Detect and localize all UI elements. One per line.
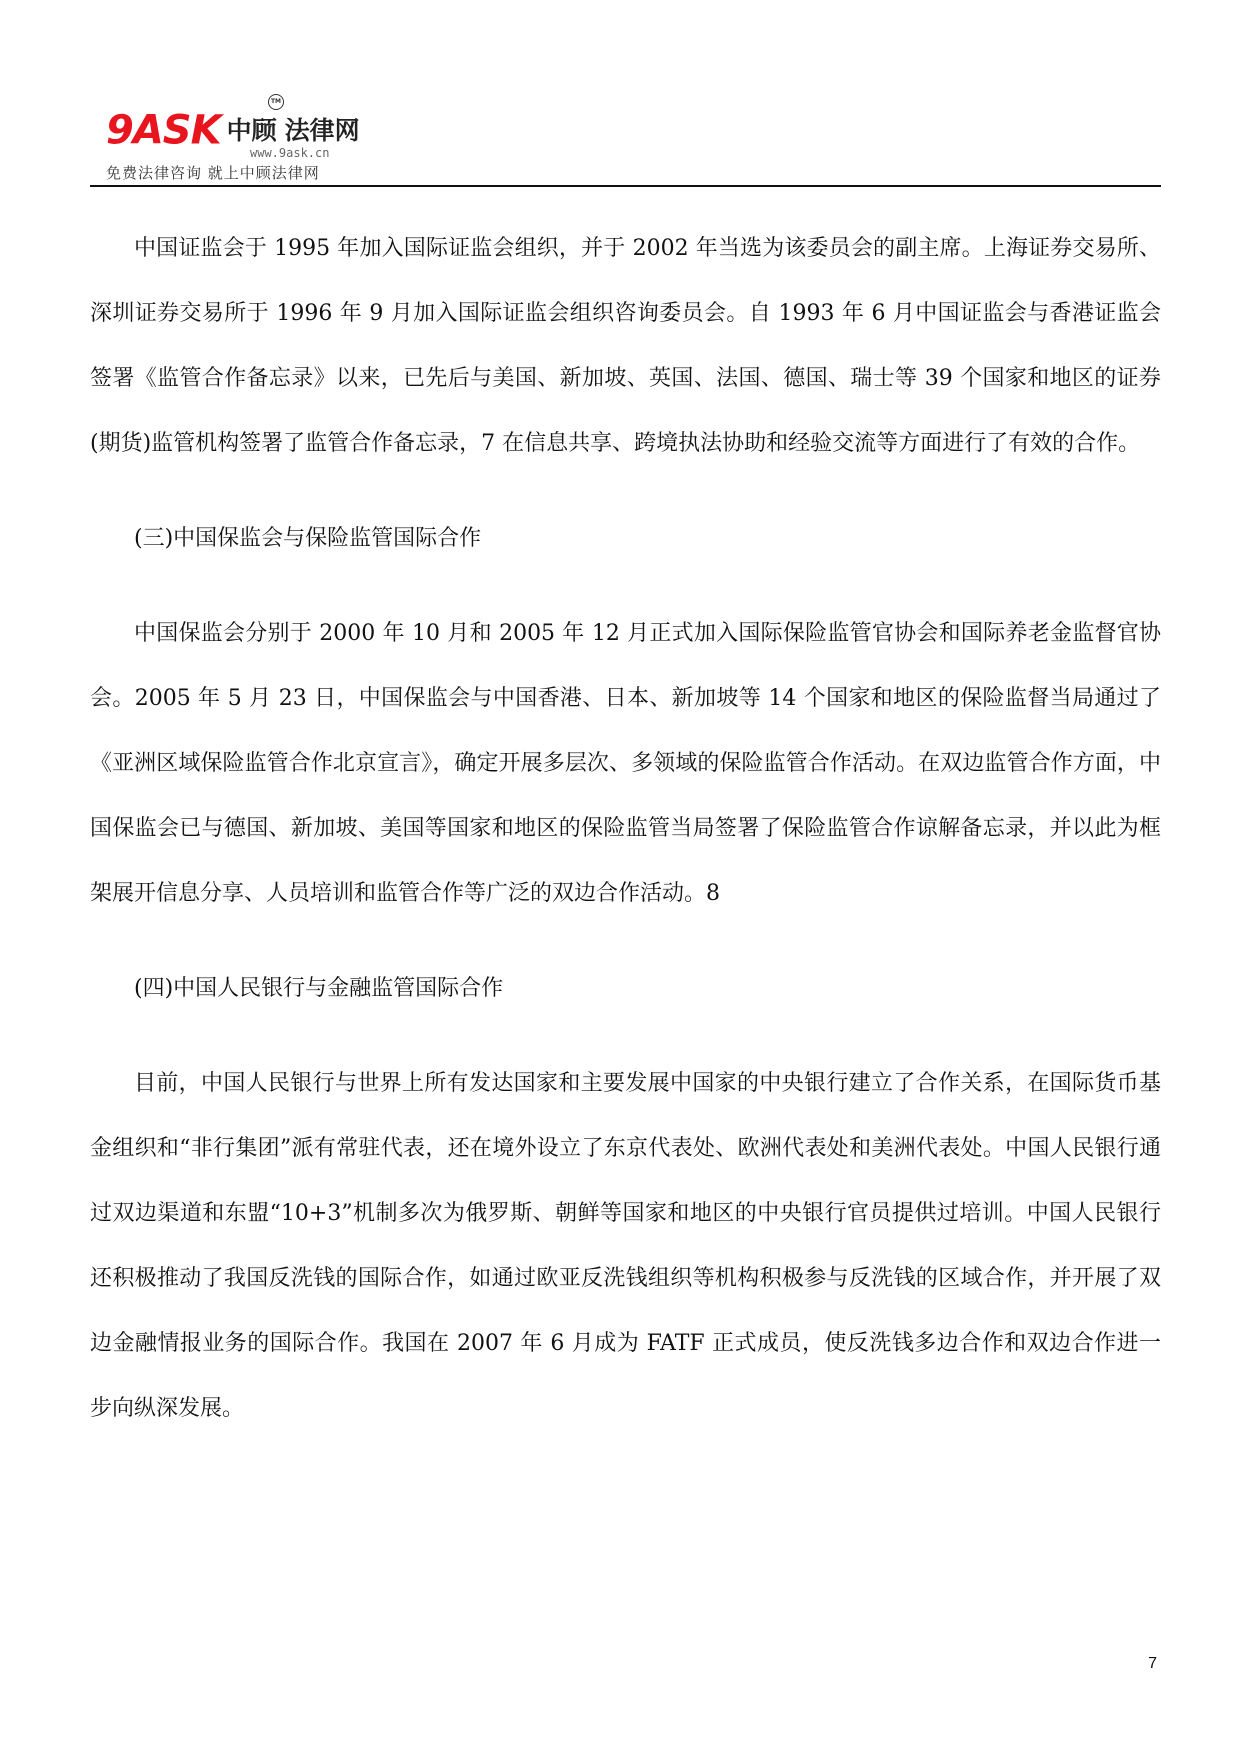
logo-url: www.9ask.cn [250, 146, 330, 160]
site-logo[interactable] [106, 92, 446, 182]
paragraph-pboc: 目前，中国人民银行与世界上所有发达国家和主要发展中国家的中央银行建立了合作关系，在国际货币基金组织和“非行集团”派有常驻代表，还在境外设立了东京代表处、欧洲代表处和美洲代表处。中国人民银行通过双边渠道和东盟“10+3”机制多次为俄罗斯、朝鲜等国家和地区的中央银行官员提供过培训。中国人民银行还积极推动了我国反洗钱的国际合作，如通过欧亚反洗钱组织等机构积极参与反洗钱的区域合作，并开展了双边金融情报业务的国际合作。我国在 2007 年 6 月成为 FATF 正式成员，使反洗钱多边合作和双边合作进一步向纵深发展。 [90, 1071, 1161, 1421]
trademark-icon: TM [268, 94, 284, 110]
section-heading-circ: (三)中国保监会与保险监管国际合作 [134, 526, 482, 551]
document-body [90, 216, 1161, 1471]
logo-name: 中顾 [226, 115, 277, 145]
header-divider [90, 185, 1161, 187]
logo-brand: 9ASK [106, 107, 221, 154]
page-header [90, 88, 1161, 184]
paragraph-csrc: 中国证监会于 1995 年加入国际证监会组织，并于 2002 年当选为该委员会的副主席。上海证券交易所、深圳证券交易所于 1996 年 9 月加入国际证监会组织咨询委员会。自 1993 年 6 月中国证监会与香港证监会签署《监管合作备忘录》以来，已先后与美国、新加坡、英国、法国、德国、瑞士等 39 个国家和地区的证券(期货)监管机构签署了监管合作备忘录，7 在信息共享、跨境执法协助和经验交流等方面进行了有效的合作。 [90, 236, 1161, 456]
paragraph-circ: 中国保监会分别于 2000 年 10 月和 2005 年 12 月正式加入国际保险监管官协会和国际养老金监督官协会。2005 年 5 月 23 日，中国保监会与中国香港、日本、新加坡等 14 个国家和地区的保险监督当局通过了《亚洲区域保险监管合作北京宣言》，确定开展多层次、多领域的保险监管合作活动。在双边监管合作方面，中国保监会已与德国、新加坡、美国等国家和地区的保险监管当局签署了保险监管合作谅解备忘录，并以此为框架展开信息分享、人员培训和监管合作等广泛的双边合作活动。8 [90, 621, 1161, 906]
section-heading-pboc: (四)中国人民银行与金融监管国际合作 [134, 976, 504, 1001]
page-number: 7 [1148, 1655, 1157, 1672]
logo-tagline: 免费法律咨询 就上中顾法律网 [106, 164, 320, 182]
logo-law-text: 法律网 [284, 115, 360, 145]
